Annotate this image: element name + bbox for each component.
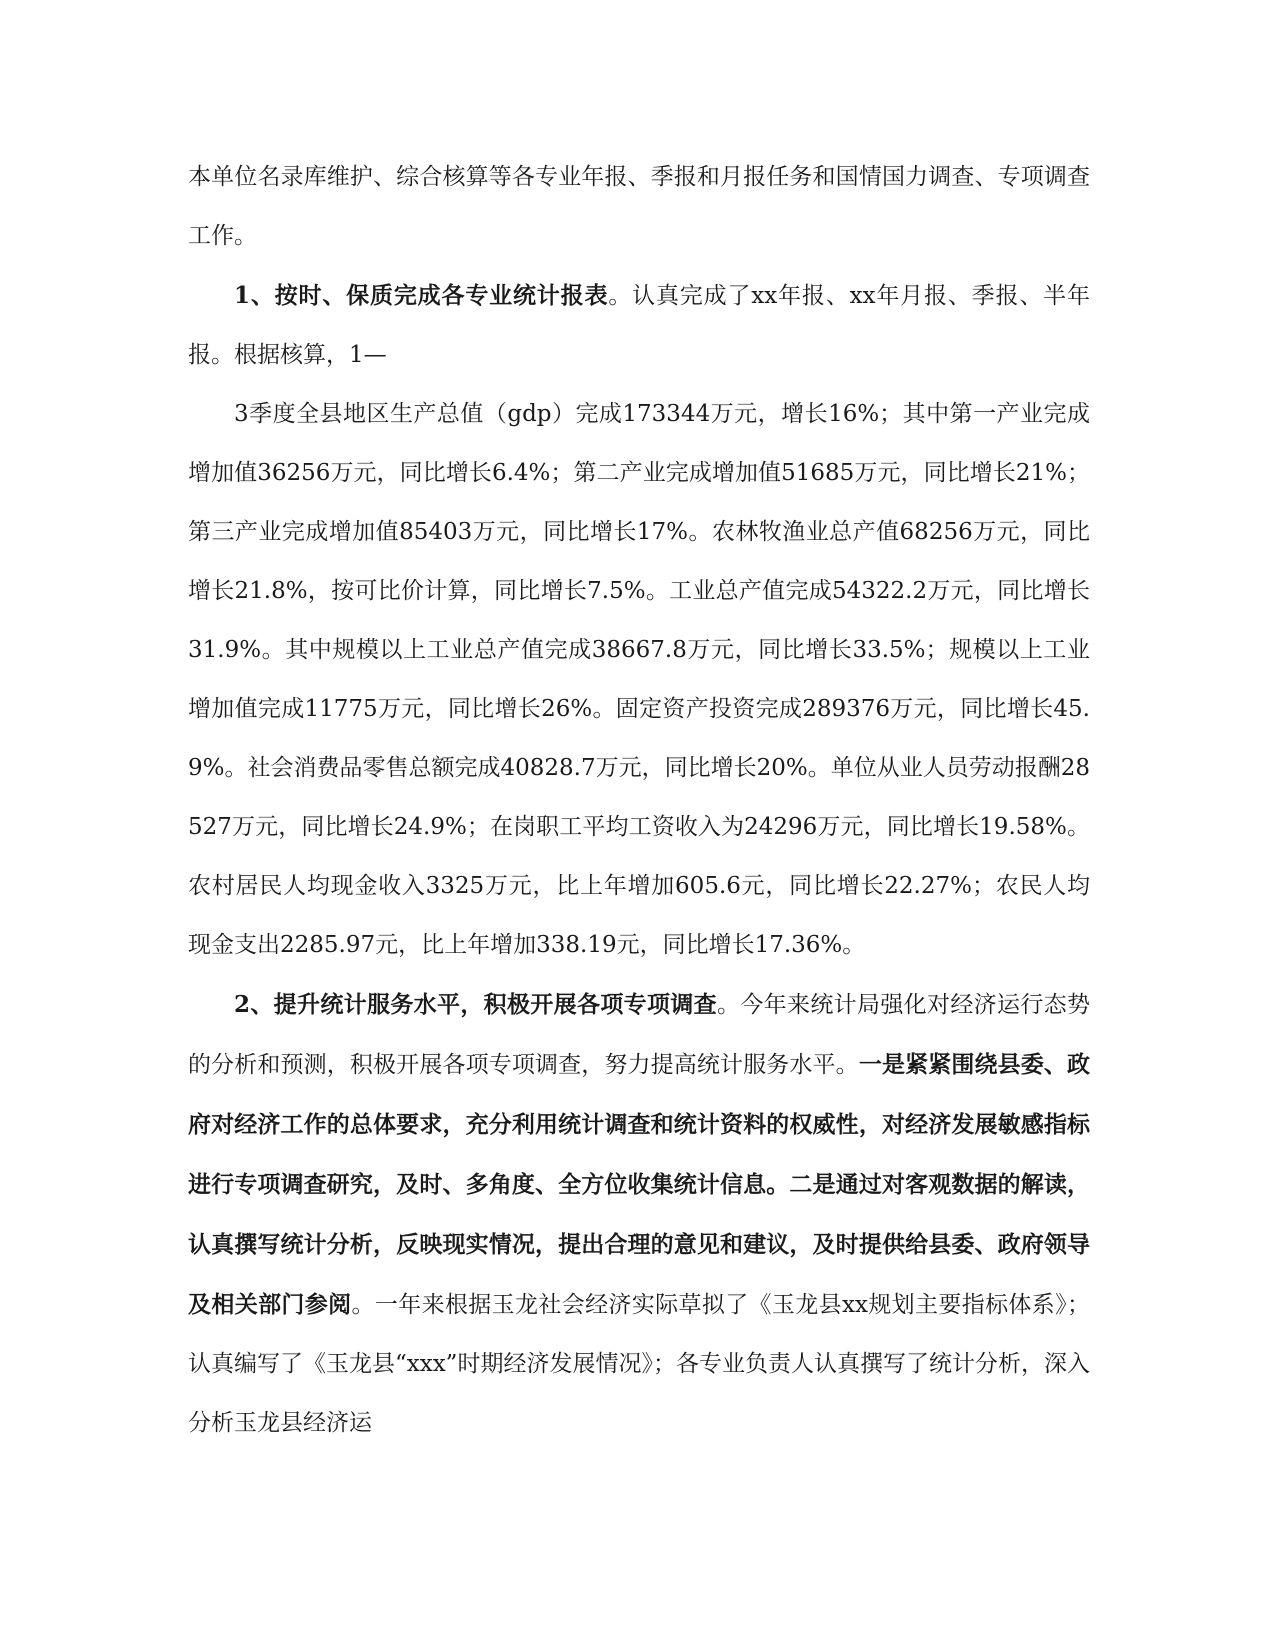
paragraph-statistics-line1: 。认真完成了xx年报、xx年月报、季报、半年报。根据核算，1— xyxy=(188,283,1090,368)
paragraph-intro xyxy=(188,148,1090,266)
paragraph-surveys-end: 。一年来根据玉龙社会经济实际草拟了《玉龙县xx规划主要指标体系》；认真编写了《玉龙县“xxx”时期经济发展情况》；各专业负责人认真撰写了统计分析，深入分析玉龙县经济运 xyxy=(188,1292,1090,1436)
paragraph-statistics-figures: 3季度全县地区生产总值（gdp）完成173344万元，增长16%；其中第一产业完成增加值36256万元，同比增长6.4%；第二产业完成增加值51685万元，同比增长21%；第三产业完成增加值85403万元，同比增长17%。农林牧渔业总产值68256万元，同比增长21.8%，按可比价计算，同比增长7.5%。工业总产值完成54322.2万元，同比增长31.9%。其中规模以上工业总产值完成38667.8万元，同比增长33.5%；规模以上工业增加值完成11775万元，同比增长26%。固定资产投资完成289376万元，同比增长45.9%。社会消费品零售总额完成40828.7万元，同比增长20%。单位从业人员劳动报酬28527万元，同比增长24.9%；在岗职工平均工资收入为24296万元，同比增长19.58%。农村居民人均现金收入3325万元，比上年增加605.6元，同比增长22.27%；农民人均现金支出2285.97元，比上年增加338.19元，同比增长17.36%。 xyxy=(188,401,1090,958)
paragraph-statistics-reports xyxy=(188,266,1090,975)
section-heading-2: 2、提升统计服务水平，积极开展各项专项调查 xyxy=(234,991,717,1018)
paragraph-surveys-emphasis: 一是紧紧围绕县委、政府对经济工作的总体要求，充分利用统计调查和统计资料的权威性，对经济发展敏感指标进行专项调查研究，及时、多角度、全方位收集统计信息。二是通过对客观数据的解读，认真撰写统计分析，反映现实情况，提出合理的意见和建议，及时提供给县委、政府领导及相关部门参阅 xyxy=(188,1051,1091,1318)
paragraph-intro-text: 本单位名录库维护、综合核算等各专业年报、季报和月报任务和国情国力调查、专项调查工作。 xyxy=(188,164,1090,249)
paragraph-special-surveys xyxy=(188,975,1090,1453)
document-body xyxy=(188,148,1090,1453)
section-heading-1: 1、按时、保质完成各专业统计报表 xyxy=(234,282,609,309)
paragraph-surveys-intro: 。今年来统计局强化对经济运行态势的分析和预测，积极开展各项专项调查，努力提高统计服务水平。 xyxy=(188,992,1090,1078)
